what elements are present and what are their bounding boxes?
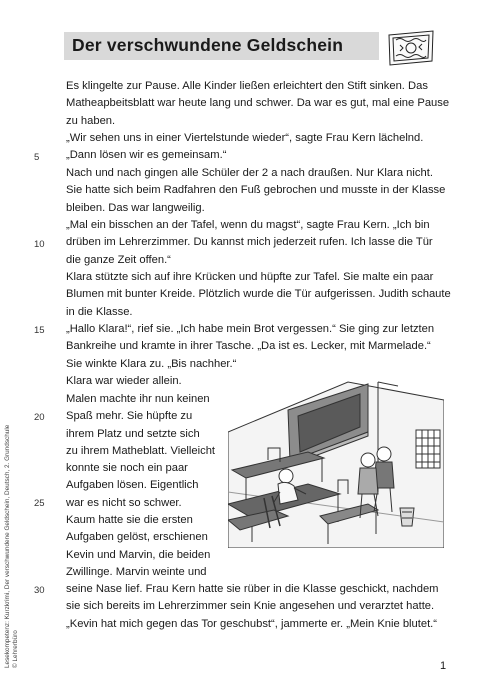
paragraph-1 [66, 78, 449, 130]
copyright-line: Lesekompetenz: Kurzkrimi, Der verschwundene Geldschein, Deutsch, 2. Grundschule [4, 424, 11, 668]
text-line: „Mal ein bisschen an der Tafel, wenn du magst“, sagte Frau Kern. „Ich bin [66, 219, 430, 231]
side-copyright [4, 425, 20, 668]
line-number: 15 [34, 325, 45, 336]
copyright-line: © Lehrerbüro [12, 630, 19, 668]
text-line: zu haben. [66, 114, 116, 127]
paragraph-7 [66, 373, 182, 390]
text-line: „Hallo Klara!“, rief sie. „Ich habe mein Brot vergessen.“ Sie ging zur letzten [66, 323, 435, 335]
text-line: „Wir sehen uns in einer Viertelstunde wieder“, sagte Frau Kern lächelnd. [66, 132, 424, 144]
text-line: Zwillinge. Marvin weinte und [66, 565, 207, 578]
text-line: Sie winkte Klara zu. „Bis nachher.“ [66, 357, 237, 370]
line-number: 30 [34, 585, 45, 596]
text-line: in die Klasse. [66, 305, 133, 318]
text-line: Malen machte ihr nun keinen [66, 393, 210, 405]
paragraph-6 [66, 321, 434, 373]
paragraph-8 [66, 391, 215, 512]
text-line: Sie hatte sich beim Radfahren den Fuß gebrochen und musste in der Klasse [66, 184, 446, 197]
text-line: „Kevin hat mich gegen das Tor geschubst“, jammerte er. „Mein Knie blutet.“ [66, 617, 438, 630]
text-line: „Dann lösen wir es gemeinsam.“ [66, 149, 227, 162]
line-number: 25 [34, 498, 45, 509]
text-line: Bankreihe und kramte in ihrer Tasche. „Da ist es. Lecker, mit Marmelade.“ [66, 340, 431, 353]
line-number: 5 [34, 152, 40, 163]
line-number: 20 [34, 412, 45, 423]
paragraph-5 [66, 269, 451, 321]
page-number: 1 [440, 660, 447, 672]
text-line: Nach und nach gingen alle Schüler der 2 a nach draußen. Nur Klara nicht. [66, 167, 433, 179]
text-line: Blumen mit bunter Kreide. Plötzlich wurde die Tür aufgerissen. Judith schaute [66, 288, 451, 301]
text-line: Matheарbeitsblatt war heute lang und schwer. Da war es gut, mal eine Pause [66, 97, 450, 110]
text-line: die ganze Zeit offen.“ [66, 253, 171, 266]
text-line: drüben im Lehrerzimmer. Du kannst mich jederzeit rufen. Ich lasse die Tür [66, 236, 433, 249]
text-line: seine Nase lief. Frau Kern hatte sie rüber in die Klasse geschickt, nachdem [66, 583, 439, 596]
text-line: Klara stützte sich auf ihre Krücken und hüpfte zur Tafel. Sie malte ein paar [66, 271, 434, 283]
text-line: bleiben. Das war langweilig. [66, 201, 205, 214]
money-bill-icon [386, 27, 436, 69]
paragraph-4 [66, 217, 433, 269]
text-line: Aufgaben lösen. Eigentlich [66, 479, 199, 492]
classroom-illustration [228, 372, 444, 548]
text-line: Aufgaben gelöst, erschienen [66, 531, 208, 544]
text-line: war es nicht so schwer. [66, 496, 182, 509]
line-number: 10 [34, 239, 45, 250]
page-title: Der verschwundene Geldschein [72, 35, 344, 55]
text-line: Spaß mehr. Sie hüpfte zu [66, 410, 193, 423]
text-line: zu ihrem Matheblatt. Vielleicht [66, 444, 216, 457]
text-line: konnte sie noch ein paar [66, 462, 188, 475]
paragraph-2 [66, 130, 423, 165]
text-line: Kevin und Marvin, die beiden [66, 548, 211, 561]
paragraph-3 [66, 165, 445, 217]
text-line: sie sich bereits im Lehrerzimmer sein Knie angesehen und verarztet hatte. [66, 600, 435, 613]
text-line: Kaum hatte sie die ersten [66, 514, 193, 526]
text-line: ihrem Platz und setzte sich [66, 427, 200, 440]
text-line: Klara war wieder allein. [66, 375, 182, 387]
text-line: Es klingelte zur Pause. Alle Kinder ließen erleichtert den Stift sinken. Das [66, 80, 428, 92]
